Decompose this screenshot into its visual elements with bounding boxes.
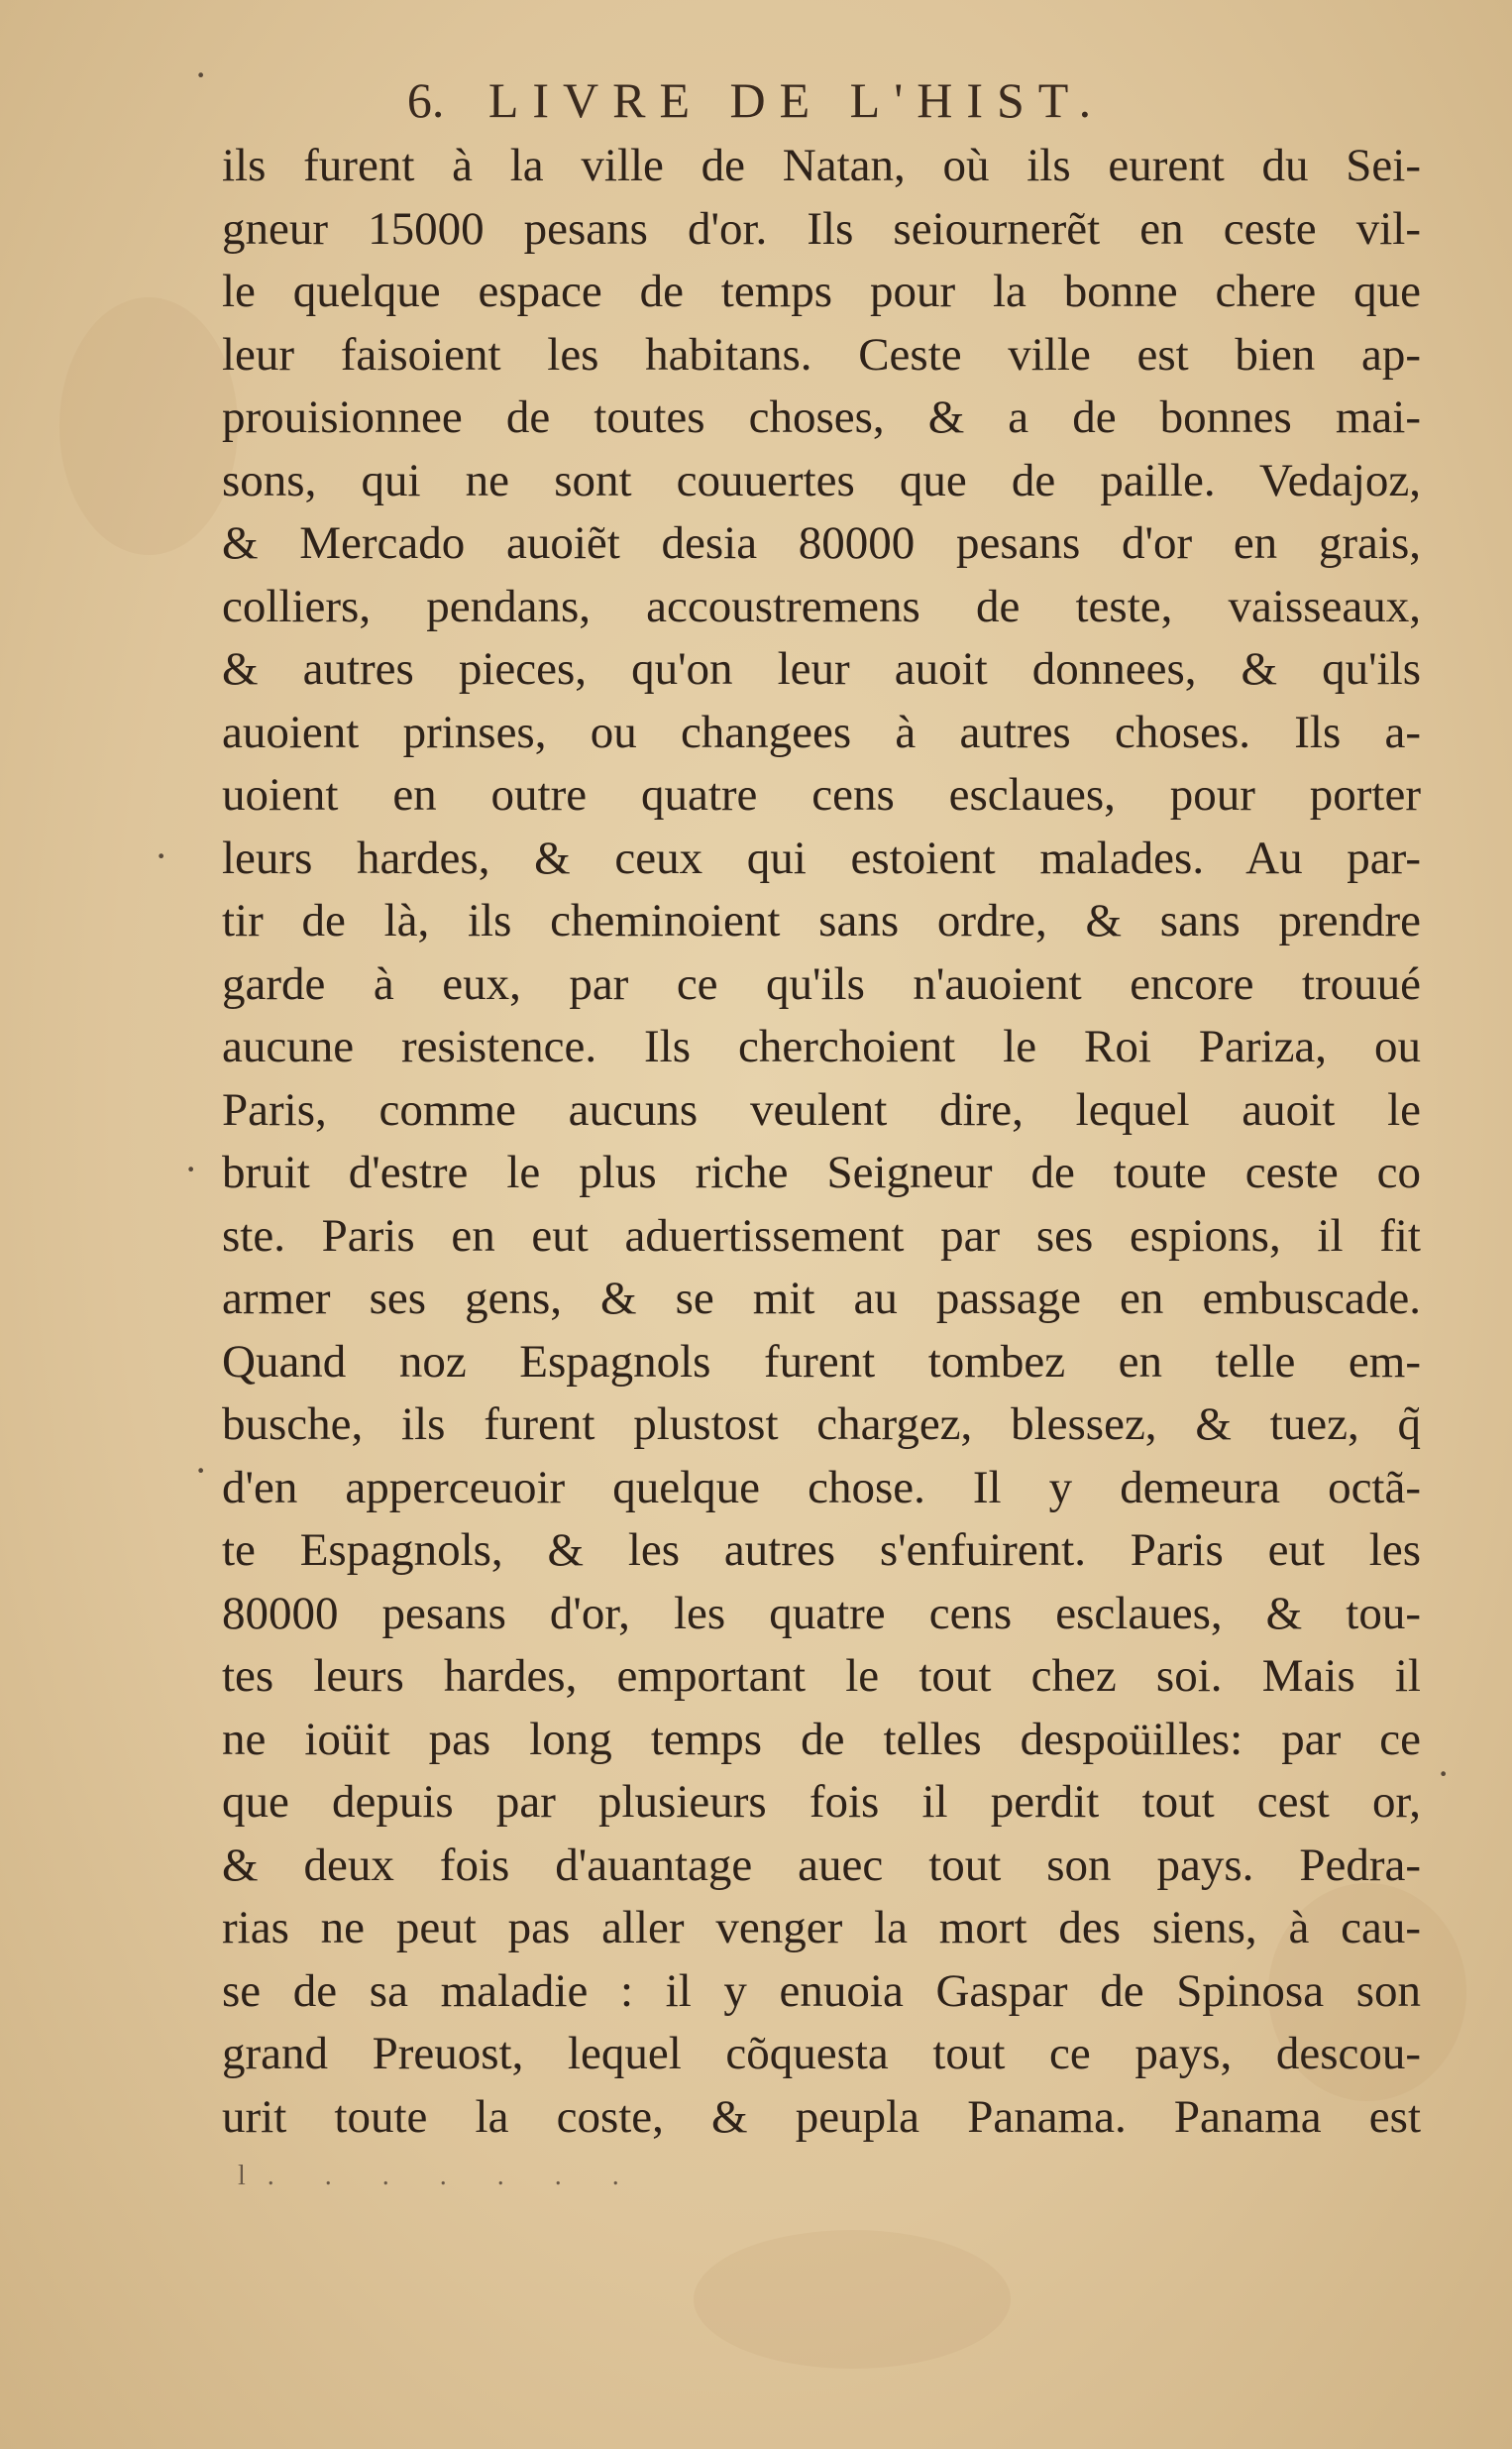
running-title: LIVRE DE L'HIST. [487,72,1106,128]
text-line: sons, qui ne sont couuertes que de paille. Vedajoz, [222,454,1421,506]
text-line: te Espagnols, & les autres s'enfuirent. Paris eut les [222,1524,1421,1576]
margin-dot: · [155,834,168,878]
margin-dot: · [194,53,208,97]
paper-stain [59,297,238,555]
text-line: le quelque espace de temps pour la bonne chere que [222,266,1421,317]
text-line: leur faisoient les habitans. Ceste ville est bien ap- [222,328,1421,381]
text-line: grand Preuost, lequel cõquesta tout ce pays, descou- [222,2028,1421,2079]
page-number: 6. [406,72,445,128]
text-line: 80000 pesans d'or, les quatre cens esclaues, & tou- [222,1587,1421,1639]
text-line: rias ne peut pas aller venger la mort des siens, à cau- [222,1902,1421,1953]
text-line: & deux fois d'auantage auec tout son pays. Pedra- [222,1838,1421,1891]
text-line: ste. Paris en eut aduertissement par ses espions, il fit [222,1209,1421,1262]
text-line: que depuis par plusieurs fois il perdit tout cest or, [222,1776,1421,1828]
running-head [0,71,1512,129]
text-line: armer ses gens, & se mit au passage en embuscade. [222,1273,1421,1324]
text-line: ils furent à la ville de Natan, où ils eurent du Sei- [222,140,1421,191]
margin-dot: · [1437,1751,1451,1796]
text-line: uoient en outre quatre cens esclaues, pour porter [222,769,1421,821]
text-line: tir de là, ils cheminoient sans ordre, & sans prendre [222,895,1421,946]
text-line: auoient prinses, ou changees à autres choses. Ils a- [222,706,1421,758]
text-line: Paris, comme aucuns veulent dire, lequel auoit le [222,1083,1421,1136]
text-line: Quand noz Espagnols furent tombez en telle em- [222,1335,1421,1388]
text-line: bruit d'estre le plus riche Seigneur de toute ceste co [222,1147,1421,1198]
text-line: & autres pieces, qu'on leur auoit donnees, & qu'ils [222,643,1421,695]
text-line: & Mercado auoiẽt desia 80000 pesans d'or en grais, [222,517,1421,569]
text-line: busche, ils furent plustost chargez, blessez, & tuez, q̃ [222,1398,1421,1450]
text-line: garde à eux, par ce qu'ils n'auoient encore trouué [222,957,1421,1010]
paper-stain [694,2230,1011,2369]
body-text [222,135,1421,2149]
text-line: tes leurs hardes, emportant le tout chez soi. Mais il [222,1650,1421,1702]
text-line: ne ioüit pas long temps de telles despoüilles: par ce [222,1713,1421,1765]
text-line: prouisionnee de toutes choses, & a de bonnes mai- [222,391,1421,443]
margin-dot: · [184,1147,198,1191]
text-line: aucune resistence. Ils cherchoient le Roi Pariza, ou [222,1021,1421,1072]
text-line: urit toute la coste, & peupla Panama. Panama est [222,2090,1421,2143]
margin-dot: · [194,1448,208,1493]
text-line: d'en apperceuoir quelque chose. Il y demeura octã- [222,1461,1421,1513]
text-line: se de sa maladie : il y enuoia Gaspar de Spinosa son [222,1964,1421,2017]
footer-marks: l. . . . . . . [238,2161,641,2191]
text-line: gneur 15000 pesans d'or. Ils seiournerẽt en ceste vil- [222,202,1421,255]
text-line: colliers, pendans, accoustremens de teste, vaisseaux, [222,580,1421,632]
text-line: leurs hardes, & ceux qui estoient malades. Au par- [222,832,1421,884]
